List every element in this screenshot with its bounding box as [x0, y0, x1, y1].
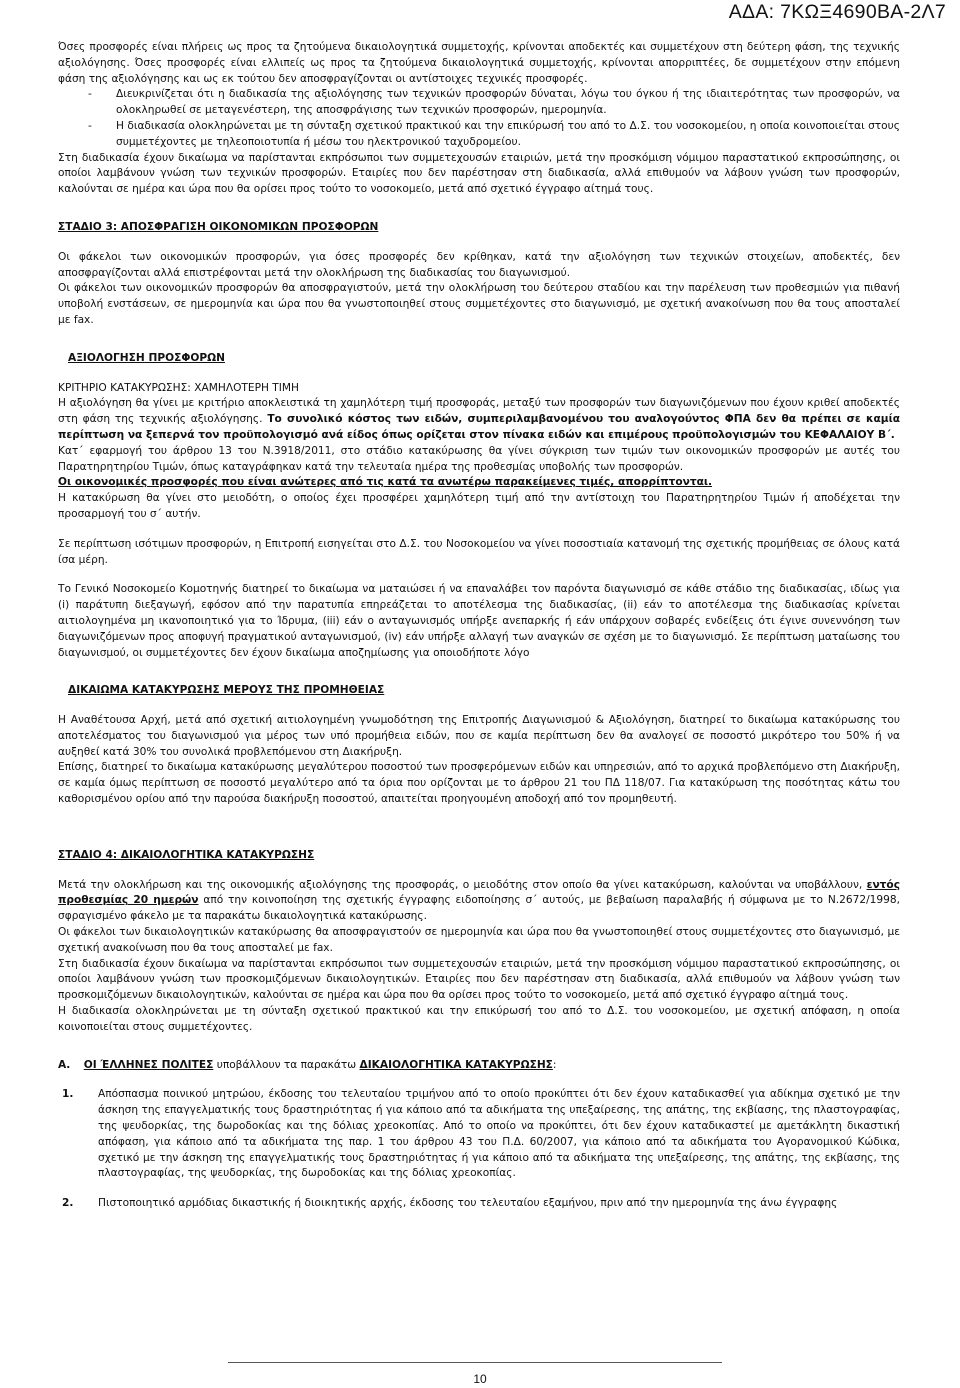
evaluation-paragraph-3: Οι οικονομικές προσφορές που είναι ανώτερες από τις κατά τα ανωτέρω παρακείμενες τιμές, απορρίπτονται.	[58, 476, 713, 489]
partial-award-heading: ΔΙΚΑΙΩΜΑ ΚΑΤΑΚΥΡΩΣΗΣ ΜΕΡΟΥΣ ΤΗΣ ΠΡΟΜΗΘΕΙΑΣ	[68, 684, 385, 697]
list-item-number: 1.	[62, 1088, 74, 1101]
evaluation-paragraph-2: Κατ΄ εφαρμογή του άρθρου 13 του Ν.3918/2011, στο στάδιο κατακύρωσης θα γίνει σύγκριση των τιμών των οικονομικών προσφορών με αυτές του Παρατηρητηρίου Τιμών, όπως καταγράφηκαν κατά την τελευταία ημέρα της προθεσμίας υποβολής των προσφορών.	[58, 444, 900, 473]
bullet-mark: -	[88, 88, 92, 101]
evaluation-paragraph-4: Η κατακύρωση θα γίνει στο μειοδότη, ο οποίος έχει προσφέρει χαμηλότερη τιμή από την αντίστοιχη του Παρατηρητηρίου Τιμών ή αποδέχεται την προσαρμογή του σ΄ αυτήν.	[58, 492, 900, 520]
section-a-line	[58, 1058, 900, 1074]
evaluation-p1-text: Η αξιολόγηση θα γίνει με κριτήριο αποκλειστικά τη χαμηλότερη τιμή προσφοράς, μεταξύ των προσφορών των διαγωνιζόμενων που έχουν κριθεί αποδεκτές στη φάση της τεχνικής αξιολόγησης.	[58, 397, 900, 426]
ada-code: ΑΔΑ: 7ΚΩΞ4690ΒΑ-2Λ7	[728, 1, 946, 23]
bullet-item	[58, 87, 900, 119]
intro-paragraph-2: Στη διαδικασία έχουν δικαίωμα να παρίστανται εκπρόσωποι των συμμετεχουσών εταιριών, μετά την προσκόμιση νόμιμου παραστατικού εκπροσώπησης, οι οποίοι λαμβάνουν γνώση των τεχνικών προσφορών. Εταιρίες που δεν παρέστησαν στη διαδικασία, αλλά επιθυμούν να λάβουν γνώση των προσφορών, καλούνται σε ημέρα και ώρα που θα ορίσει προς τούτο το νοσοκομείο, μετά από σχετικό έγγραφο αίτημά τους.	[58, 151, 900, 196]
evaluation-paragraph-6: Το Γενικό Νοσοκομείο Κομοτηνής διατηρεί το δικαίωμα να ματαιώσει ή να επαναλάβει τον παρόντα διαγωνισμό σε κάθε στάδιο της διαδικασίας, ιδίως για (i) παράτυπη διεξαγωγή, εφόσον από την παρατυπία επηρεάζεται το αποτέλεσμα της διαδικασίας, (ii) εάν το αποτέλεσμα της διαδικασίας κρίνεται αιτιολογημένα μη ικανοποιητικό για το Ίδρυμα, (iii) εάν ο ανταγωνισμός υπήρξε ανεπαρκής ή εάν υπάρχουν σοβαρές ενδείξεις ότι έγινε συνεννόηση των διαγωνιζόμενων προς αποφυγή πραγματικού ανταγωνισμού, (iv) εάν υπήρξε αλλαγή των αναγκών σε σχέση με το διαγωνισμό. Σε περίπτωση ματαίωσης του διαγωνισμού, οι συμμετέχοντες δεν έχουν δικαίωμα αποζημίωσης για οποιοδήποτε λόγο	[58, 583, 900, 659]
stage3-paragraph-2: Οι φάκελοι των οικονομικών προσφορών θα αποσφραγιστούν, μετά την ολοκλήρωση του δεύτερου σταδίου και την παρέλευση των προθεσμιών για πιθανή υποβολή ενστάσεων, σε ημερομηνία και ώρα που θα γνωστοποιηθεί στους συμμετέχοντες στο διαγωνισμό, με σχετική ανακοίνωση που θα τους αποσταλεί με fax.	[58, 282, 900, 326]
section-a-citizens: ΟΙ ΈΛΛΗΝΕΣ ΠΟΛΙΤΕΣ	[83, 1058, 214, 1071]
bullet-text: Η διαδικασία ολοκληρώνεται με τη σύνταξη σχετικού πρακτικού και την επικύρωσή του από το Δ.Σ. του νοσοκομείου, η οποία κοινοποιείται στους συμμετέχοντες με τηλεοποιοτυπία ή μέσω του ηλεκτρονικού ταχυδρομείου.	[116, 119, 900, 148]
page-number: 10	[473, 1372, 487, 1386]
stage4-paragraph-2: Οι φάκελοι των δικαιολογητικών κατακύρωσης θα αποσφραγιστούν σε ημερομηνία και ώρα που θα γνωστοποιηθεί στους συμμετέχοντες στο διαγωνισμό, με σχετική ανακοίνωση που θα τους αποσταλεί με fax.	[58, 926, 900, 954]
list-item-text: Απόσπασμα ποινικού μητρώου, έκδοσης του τελευταίου τριμήνου από το οποίο προκύπτει ότι δεν έχουν καταδικασθεί για αδίκημα σχετικό με την άσκηση της επαγγελματικής τους δραστηριότητας ή για κάποιο από τα αδικήματα της υπεξαίρεσης, της απάτης, της εκβίασης, της πλαστογραφίας, της ψευδορκίας, της δωροδοκίας και της δόλιας χρεοκοπίας. Από το οποίο να προκύπτει, ότι δεν έχουν καταδικαστεί με αμετάκλητη δικαστική απόφαση, για κάποιο από τα αδικήματα της παρ. 1 του άρθρου 43 του Π.Δ. 60/2007, για κάποιο από τα αδικήματα του Αγορανομικού Κώδικα, σχετικό με την άσκηση της επαγγελματικής τους δραστηριότητας ή για κάποιο από τα αδικήματα της υπεξαίρεσης, της απάτης, της εκβίασης, της πλαστογραφίας, της ψευδορκίας, της δωροδοκίας και της δόλιας χρεοκοπίας.	[98, 1088, 900, 1180]
list-item	[58, 1196, 900, 1212]
stage4-p1-end: από την κοινοποίηση της σχετικής έγγραφης ειδοποίησης σ΄ αυτούς, με βεβαίωση παραλαβής ή σύμφωνα με το Ν.2672/1998, σφραγισμένο φάκελο με τα παρακάτω δικαιολογητικά κατακύρωσης.	[58, 894, 900, 923]
evaluation-paragraph-1	[58, 396, 900, 443]
document-body	[58, 40, 900, 1212]
section-a-mark: Α.	[58, 1058, 71, 1071]
evaluation-paragraph-5: Σε περίπτωση ισότιμων προσφορών, η Επιτροπή εισηγείται στο Δ.Σ. του Νοσοκομείου να γίνει ποσοστιαία κατανομή της σχετικής προμήθειας σε όλους κατά ίσα μέρη.	[58, 537, 900, 566]
bullet-mark: -	[88, 119, 92, 132]
stage3-paragraph-1: Οι φάκελοι των οικονομικών προσφορών, για όσες προσφορές δεν κρίθηκαν, κατά την αξιολόγηση των τεχνικών στοιχείων, αποδεκτές, δεν αποσφραγίζονται αλλά επιστρέφονται μετά την ολοκλήρωση της διαδικασίας του διαγωνισμού.	[58, 250, 900, 279]
stage4-paragraph-3: Στη διαδικασία έχουν δικαίωμα να παρίστανται εκπρόσωποι των συμμετεχουσών εταιριών, μετά την προσκόμιση νόμιμου παραστατικού εκπροσώπησης, οι οποίοι λαμβάνουν γνώση των προσκομιζόμενων δικαιολογητικών. Εταιρίες που δεν παρέστησαν στη διαδικασία, αλλά επιθυμούν να λάβουν γνώση των προσκομιζόμενων δικαιολογητικών, καλούνται σε ημέρα και ώρα που θα ορίσει προς τούτο το νοσοκομείο, μετά από σχετικό έγγραφο αίτημά τους.	[58, 957, 900, 1002]
section-a-docs: ΔΙΚΑΙΟΛΟΓΗΤΙΚΑ ΚΑΤΑΚΥΡΩΣΗΣ	[359, 1058, 553, 1071]
list-item-text: Πιστοποιητικό αρμόδιας δικαστικής ή διοικητικής αρχής, έκδοσης του τελευταίου εξαμήνου, πριν από την ημερομηνία της άνω έγγραφης	[98, 1197, 838, 1210]
section-a-colon: :	[552, 1058, 557, 1071]
stage4-paragraph-4: Η διαδικασία ολοκληρώνεται με τη σύνταξη σχετικού πρακτικού και την επικύρωσή του από το Δ.Σ. του νοσοκομείου, με σχετική απόφαση, η οποία κοινοποιείται στους συμμετέχοντες.	[58, 1005, 900, 1033]
stage4-paragraph-1	[58, 878, 900, 925]
partial-paragraph-2: Επίσης, διατηρεί το δικαίωμα κατακύρωσης μεγαλύτερου ποσοστού των προσφερόμενων ειδών και υπηρεσιών, από το αρχικά προβλεπόμενο στη Διακήρυξη, σε καμία όμως περίπτωση σε ποσοστό μεγαλύτερο από τα όρια που ορίζονται με το άρθρου 21 του ΠΔ 118/07. Για κατακύρωση της ποσότητας κάτω του καθορισμένου ορίου από την παρούσα διακήρυξη ποσοστού, απαιτείται προηγουμένη αποδοχή από τον προμηθευτή.	[58, 761, 900, 806]
criterion-line: ΚΡΙΤΗΡΙΟ ΚΑΤΑΚΥΡΩΣΗΣ: ΧΑΜΗΛΟΤΕΡΗ ΤΙΜΗ	[58, 381, 300, 394]
bullet-item	[58, 119, 900, 151]
bullet-text: Διευκρινίζεται ότι η διαδικασία της αξιολόγησης των τεχνικών προσφορών δύναται, λόγω του όγκου ή της ιδιαιτερότητας των προσφορών, να ολοκληρωθεί σε μεταγενέστερη, της αποσφράγισης των τεχνικών προσφορών, ημερομηνία.	[116, 88, 900, 117]
evaluation-heading: ΑΞΙΟΛΟΓΗΣΗ ΠΡΟΣΦΟΡΩΝ	[68, 351, 225, 364]
stage4-p1-start: Μετά την ολοκλήρωση και της οικονομικής αξιολόγησης της προσφοράς, ο μειοδότης στον οποίο θα γίνει κατακύρωση, καλούνται να υποβάλλουν,	[58, 878, 867, 891]
list-item	[58, 1087, 900, 1182]
partial-paragraph-1: Η Αναθέτουσα Αρχή, μετά από σχετική αιτιολογημένη γνωμοδότηση της Επιτροπής Διαγωνισμού & Αξιολόγηση, διατηρεί το δικαίωμα κατακύρωσης του αποτελέσματος του διαγωνισμού για μέρος των υπό προμήθεια ειδών, που σε καμία περίπτωση δεν θα αναλογεί σε ποσοστό μικρότερο του 50% ή να αυξηθεί κατά 30% του συνολικά προβλεπόμενου στη Διακήρυξη.	[58, 714, 900, 758]
list-item-number: 2.	[62, 1197, 74, 1210]
stage4-deadline: εντός προθεσμίας 20 ημερών	[58, 878, 900, 907]
stage4-heading: ΣΤΑΔΙΟ 4: ΔΙΚΑΙΟΛΟΓΗΤΙΚΑ ΚΑΤΑΚΥΡΩΣΗΣ	[58, 848, 315, 861]
evaluation-p1-bold: Το συνολικό κόστος των ειδών, συμπεριλαμβανομένου του αναλογούντος ΦΠΑ δεν θα πρέπει σε καμία περίπτωση να ξεπερνά τον προϋπολογισμό ανά είδος όπως ορίζεται στον πίνακα ειδών και επιμέρους προϋπολογισμών του ΚΕΦΑΛΑΙΟΥ Β΄.	[58, 413, 900, 441]
stage3-heading: ΣΤΑΔΙΟ 3: ΑΠΟΣΦΡΑΓΙΣΗ ΟΙΚΟΝΟΜΙΚΩΝ ΠΡΟΣΦΟΡΩΝ	[58, 220, 379, 233]
intro-paragraph-1: Όσες προσφορές είναι πλήρεις ως προς τα ζητούμενα δικαιολογητικά συμμετοχής, κρίνονται αποδεκτές και συμμετέχουν στη δεύτερη φάση, της τεχνικής αξιολόγησης. Όσες προσφορές είναι ελλιπείς ως προς τα ζητούμενα δικαιολογητικά συμμετοχής, κρίνονται απορριπτέες, δε συμμετέχουν στην επόμενη φάση της αξιολόγησης και ως εκ τούτου δεν αποσφραγίζονται οι αντίστοιχες τεχνικές προσφορές.	[58, 41, 900, 85]
section-a-middle: υποβάλλουν τα παρακάτω	[213, 1058, 360, 1071]
footer-rule	[228, 1362, 722, 1363]
